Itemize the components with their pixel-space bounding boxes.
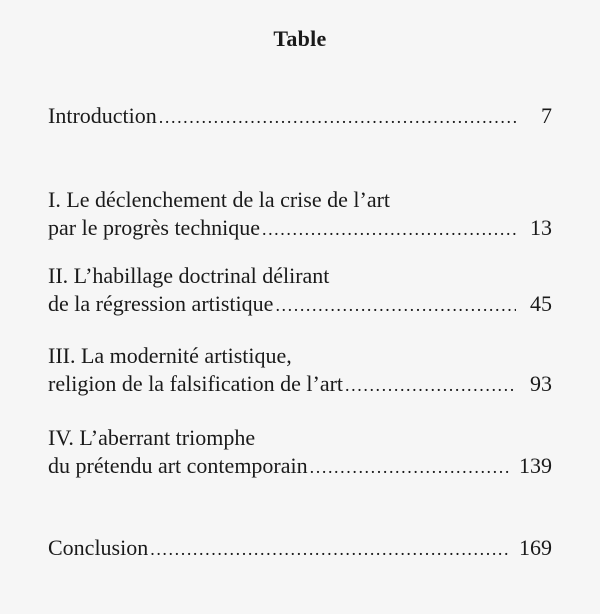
toc-entry-line [48, 424, 552, 452]
toc-entry-line [48, 534, 552, 562]
toc-entry-line [48, 102, 552, 130]
toc-entry-line [48, 452, 552, 480]
dot-leader [275, 291, 516, 319]
dot-leader [159, 103, 516, 131]
dot-leader [262, 215, 516, 243]
dot-leader [310, 453, 511, 481]
toc-page-number: 93 [530, 371, 552, 396]
toc-page-number: 169 [519, 535, 552, 560]
toc-entry-line [48, 342, 552, 370]
toc-entry-title-continued: religion de la falsification de l’art [48, 371, 344, 396]
toc-entry-introduction[interactable] [48, 102, 552, 130]
dot-leader [345, 371, 516, 399]
toc-entry-title: IV. L’aberrant triomphe [48, 425, 256, 450]
page-title: Table [273, 26, 327, 51]
toc-entry-chapter-1[interactable] [48, 186, 552, 242]
toc-entry-line [48, 370, 552, 398]
toc-entry-title: Conclusion [48, 535, 149, 560]
toc-entry-line [48, 214, 552, 242]
toc-page-number: 13 [530, 215, 552, 240]
toc-entry-line [48, 186, 552, 214]
toc-entry-line [48, 262, 552, 290]
toc-page-number: 7 [541, 103, 552, 128]
toc-entry-title: III. La modernité artistique, [48, 343, 292, 368]
toc-entry-title-continued: de la régression artistique [48, 291, 274, 316]
toc-entry-title: II. L’habillage doctrinal délirant [48, 263, 330, 288]
toc-entry-chapter-4[interactable] [48, 424, 552, 480]
toc-entry-title-continued: du prétendu art contemporain [48, 453, 308, 478]
toc-entry-line [48, 290, 552, 318]
toc-page-number: 45 [530, 291, 552, 316]
toc-entry-conclusion[interactable] [48, 534, 552, 562]
toc-entry-chapter-2[interactable] [48, 262, 552, 318]
dot-leader [150, 535, 511, 563]
toc-entry-chapter-3[interactable] [48, 342, 552, 398]
toc-entry-title-continued: par le progrès technique [48, 215, 260, 240]
toc-entry-title: I. Le déclenchement de la crise de l’art [48, 187, 391, 212]
toc-entry-title: Introduction [48, 103, 157, 128]
toc-page-number: 139 [519, 453, 552, 478]
